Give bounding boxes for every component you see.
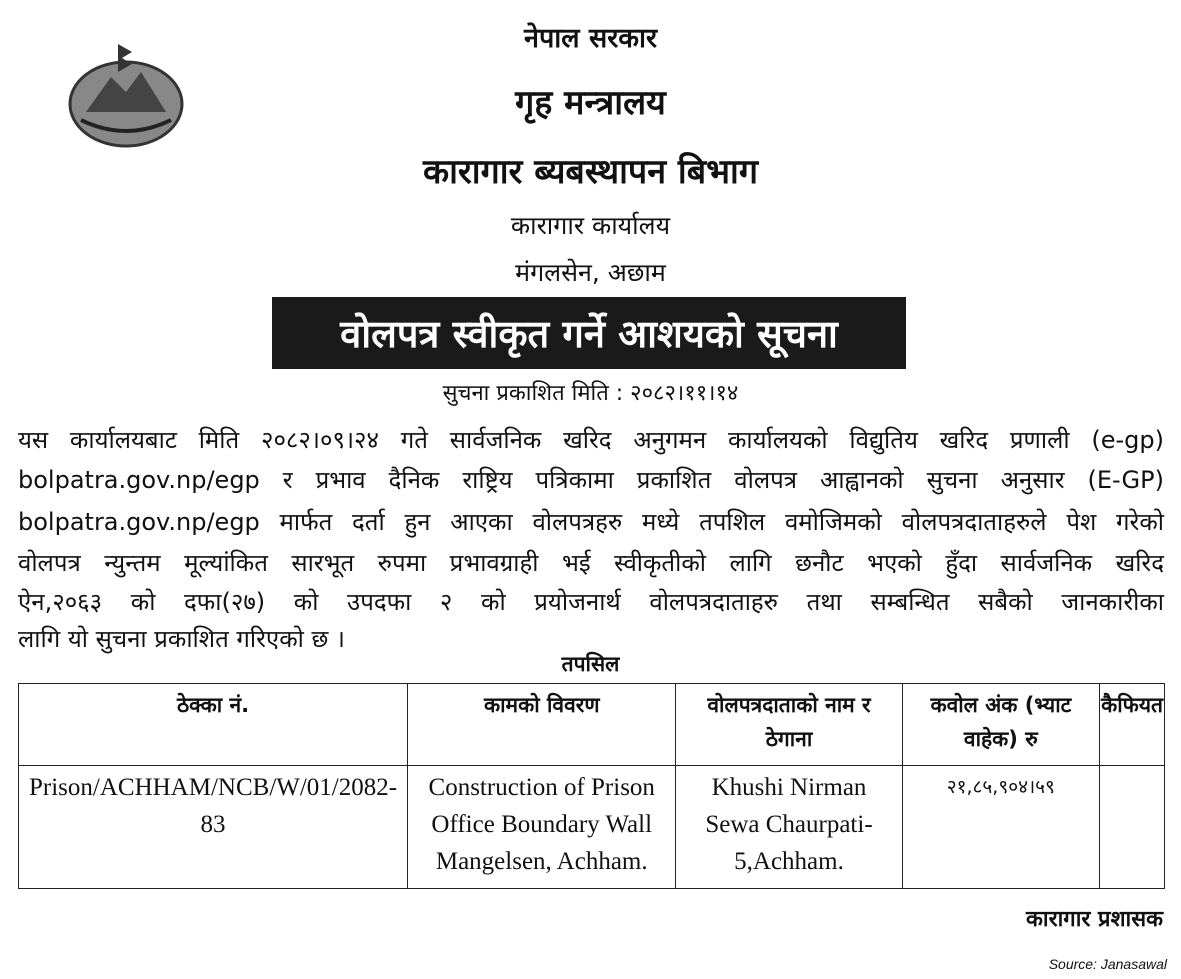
header-bid-amount: कवोल अंक (भ्याट वाहेक) रु [902,684,1099,766]
notice-title: वोलपत्र स्वीकृत गर्ने आशयको सूचना [272,297,906,369]
body-line: ऐन,२०६३ को दफा(२७) को उपदफा २ को प्रयोजनार्थ वोलपत्रदाताहरु तथा सम्बन्धित सबैको जानकारीका [18,588,1165,616]
source-credit: Source: Janasawal [1048,956,1167,972]
table-caption: तपसिल [561,652,620,676]
signature-title: कारागार प्रशासक [1026,907,1163,932]
body-line: यस कार्यालयबाट मिति २०८२।०९।२४ गते सार्वजनिक खरिद अनुगमन कार्यालयको विद्युतिय खरिद प्रणाली (e-gp) [18,426,1164,454]
cell-bidder: Khushi Nirman Sewa Chaurpati-5,Achham. [676,766,902,889]
body-line: लागि यो सुचना प्रकाशित गरिएको छ । [18,625,346,653]
office-location: मंगलसेन, अछाम [515,258,666,287]
table-row [19,766,1165,889]
office-name: कारागार कार्यालय [510,211,671,240]
ministry-name: गृह मन्त्रालय [515,83,666,123]
cell-remarks [1100,766,1165,889]
publish-date: सुचना प्रकाशित मिति : २०८२।११।१४ [442,381,739,406]
table-header-row [19,684,1165,766]
header-work-description: कामको विवरण [408,684,676,766]
awarded-bid-table [18,683,1165,889]
cell-bid-amount: २१,८५,९०४।५९ [902,766,1099,889]
body-line: bolpatra.gov.np/egp र प्रभाव दैनिक राष्ट्रिय पत्रिकामा प्रकाशित वोलपत्र आह्वानको सुचना अनुसार (E-GP) [18,466,1164,494]
header-contract-no: ठेक्का नं. [19,684,408,766]
cell-contract-no: Prison/ACHHAM/NCB/W/01/2082-83 [19,766,408,889]
department-name: कारागार ब्यबस्थापन बिभाग [422,152,758,192]
header-bidder-name-address: वोलपत्रदाताको नाम र ठेगाना [676,684,902,766]
body-line: bolpatra.gov.np/egp मार्फत दर्ता हुन आएका वोलपत्रहरु मध्ये तपशिल वमोजिमको वोलपत्रदाताहरुले पेश गरेको [18,508,1164,536]
header-remarks: कैफियत [1100,684,1165,766]
government-name: नेपाल सरकार [523,23,658,54]
cell-work-description: Construction of Prison Office Boundary Wall Mangelsen, Achham. [408,766,676,889]
body-line: वोलपत्र न्युन्तम मूल्यांकित सारभूत रुपमा प्रभावग्राही भई स्वीकृतीको लागि छनौट भएको हुँदा सार्वजनिक खरिद [18,549,1164,577]
